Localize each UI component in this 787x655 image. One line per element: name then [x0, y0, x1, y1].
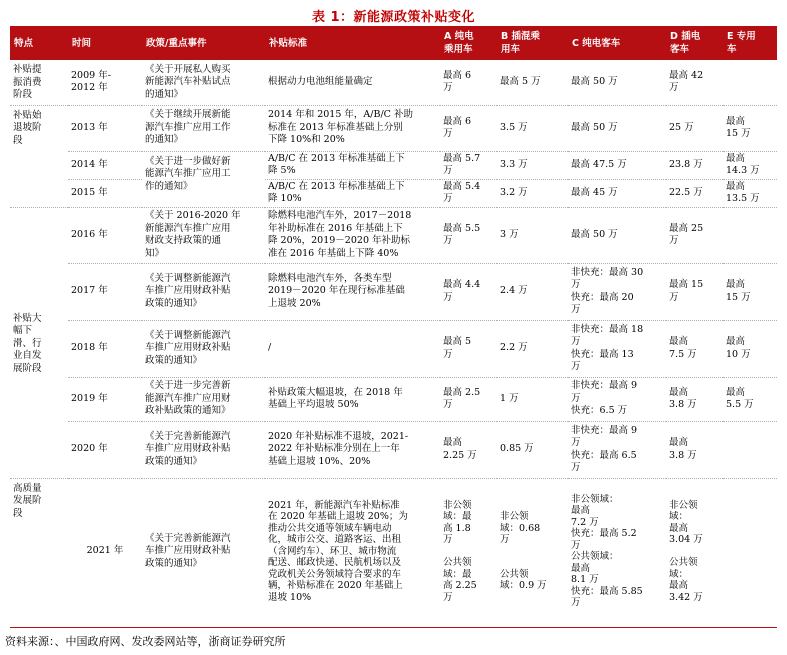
a-cell: 最高 5.5 万	[440, 207, 497, 263]
stage-cell: 补贴大 幅下 滑、行 业自发 展阶段	[10, 207, 68, 478]
d-cell: 最高 3.8 万	[666, 421, 723, 478]
table-row	[10, 60, 777, 105]
b-cell: 1 万	[497, 377, 568, 421]
d-cell: 最高 42 万	[669, 69, 704, 94]
policy-cell: 《关于继续开展新能 源汽车推广应用工作 的通知》	[142, 105, 265, 151]
policy-cell: 《关于进一步完善新 能源汽车推广应用财 政补贴政策的通知》	[142, 377, 265, 421]
b-cell: 3.3 万	[497, 151, 568, 179]
policy-table	[10, 26, 777, 628]
table-title: 表 1：新能源政策补贴变化	[311, 10, 476, 25]
a-cell: 最高 5 万	[440, 320, 497, 377]
d-cell: 22.5 万	[666, 179, 723, 207]
time-cell: 2016 年	[68, 207, 142, 263]
policy-cell: 《关于 2016-2020 年 新能源汽车推广应用 财政支持政策的通 知》	[142, 207, 265, 263]
b-cell: 3.2 万	[497, 179, 568, 207]
table-row	[10, 478, 777, 624]
standard-cell: A/B/C 在 2013 年标准基础上下 降 5%	[265, 151, 440, 179]
table-row	[10, 377, 777, 421]
header-d: D 插电 客车	[666, 26, 723, 60]
policy-cell: 《关于完善新能源汽 车推广应用财政补贴 政策的通知》	[142, 421, 265, 478]
c-cell: 最高 50 万	[568, 105, 666, 151]
time-cell: 2013 年	[68, 105, 142, 151]
header-row	[10, 26, 777, 60]
standard-cell: 根据动力电池组能量确定	[268, 76, 373, 87]
e-cell	[723, 207, 777, 263]
a-cell: 非公领 域：最 高 1.8 万 公共领 域：最 高 2.25 万	[440, 478, 497, 624]
c-cell: 非快充：最高 9 万 快充：最高 6.5 万	[568, 421, 666, 478]
d-cell: 非公领 域： 最高 3.04 万 公共领 域： 最高 3.42 万	[666, 478, 723, 624]
e-cell: 最高 15 万	[723, 263, 777, 320]
time-cell: 2009 年- 2012 年	[71, 69, 111, 94]
d-cell: 最高 25 万	[666, 207, 723, 263]
policy-cell: 《关于完善新能源汽 车推广应用财政补贴 政策的通知》	[142, 478, 265, 624]
e-cell: 最高 13.5 万	[723, 179, 777, 207]
header-time: 时间	[68, 26, 142, 60]
time-cell: 2014 年	[68, 151, 142, 179]
time-cell: 2015 年	[68, 179, 142, 207]
a-cell: 最高 2.25 万	[440, 421, 497, 478]
b-cell: 最高 5 万	[500, 76, 541, 87]
table-row	[10, 421, 777, 478]
c-cell: 非快充：最高 9 万 快充：6.5 万	[568, 377, 666, 421]
table-row	[10, 179, 777, 207]
table-row	[10, 105, 777, 151]
a-cell: 最高 2.5 万	[440, 377, 497, 421]
d-cell: 25 万	[666, 105, 723, 151]
e-cell	[723, 478, 777, 624]
c-cell: 非快充：最高 30 万 快充：最高 20 万	[568, 263, 666, 320]
e-cell: 最高 15 万	[723, 105, 777, 151]
table-row	[10, 263, 777, 320]
d-cell: 23.8 万	[666, 151, 723, 179]
table-row	[10, 320, 777, 377]
stage-cell: 高质量 发展阶 段	[10, 478, 68, 624]
d-cell: 最高 15 万	[666, 263, 723, 320]
e-cell: 最高 10 万	[723, 320, 777, 377]
b-cell: 3.5 万	[497, 105, 568, 151]
time-cell: 2018 年	[68, 320, 142, 377]
c-cell: 最高 50 万	[568, 207, 666, 263]
e-cell: 最高 5.5 万	[723, 377, 777, 421]
table-bottom-rule	[10, 627, 777, 628]
a-cell: 最高 6 万	[440, 105, 497, 151]
header-policy: 政策/重点事件	[142, 26, 265, 60]
time-cell: 2021 年	[68, 478, 142, 624]
policy-cell: 《关于调整新能源汽 车推广应用财政补贴 政策的通知》	[142, 320, 265, 377]
b-cell: 2.4 万	[497, 263, 568, 320]
standard-cell: 2021 年，新能源汽车补贴标准 在 2020 年基础上退坡 20%；为 推动公共交通等领域车辆电动 化，城市公交、道路客运、出租 （含网约车）、环卫、城市物流 配送、邮政快递、民航机场以及 党政机关公务领域符合要求的车 辆，补贴标准在 2020 年基础上 退坡 10%	[265, 478, 440, 624]
a-cell: 最高 4.4 万	[440, 263, 497, 320]
source-note: 资料来源：、中国政府网、发改委网站等，浙商证券研究所	[5, 635, 286, 648]
b-cell: 3 万	[497, 207, 568, 263]
d-cell: 最高 7.5 万	[666, 320, 723, 377]
header-a: A 纯电 乘用车	[440, 26, 497, 60]
header-c: C 纯电客车	[568, 26, 666, 60]
stage-cell: 补贴提 振消费 阶段	[13, 64, 42, 100]
c-cell: 非快充：最高 18 万 快充：最高 13 万	[568, 320, 666, 377]
policy-cell: 《关于进一步做好新 能源汽车推广应用工 作的通知》	[142, 151, 265, 207]
time-cell: 2017 年	[68, 263, 142, 320]
c-cell: 最高 47.5 万	[568, 151, 666, 179]
stage-cell: 补贴始 退坡阶 段	[10, 105, 68, 207]
d-cell: 最高 3.8 万	[666, 377, 723, 421]
standard-cell: 除燃料电池汽车外，各类车型 2019－2020 年在现行标准基础 上退坡 20%	[265, 263, 440, 320]
standard-cell: 2020 年补贴标准不退坡，2021- 2022 年补贴标准分别在上一年 基础上退坡 10%、20%	[265, 421, 440, 478]
header-b: B 插混乘 用车	[497, 26, 568, 60]
a-cell: 最高 5.7 万	[440, 151, 497, 179]
standard-cell: A/B/C 在 2013 年标准基础上下 降 10%	[265, 179, 440, 207]
c-cell: 最高 45 万	[568, 179, 666, 207]
policy-cell: 《关于开展私人购买 新能源汽车补贴试点 的通知》	[145, 63, 231, 100]
e-cell	[723, 421, 777, 478]
header-standard: 补贴标准	[265, 26, 440, 60]
e-cell	[723, 60, 777, 105]
b-cell: 非公领 域：0.68 万 公共领 域：0.9 万	[497, 478, 568, 624]
policy-cell: 《关于调整新能源汽 车推广应用财政补贴 政策的通知》	[142, 263, 265, 320]
a-cell: 最高 5.4 万	[440, 179, 497, 207]
standard-cell: 除燃料电池汽车外，2017－2018 年补助标准在 2016 年基础上下 降 20%，2019－2020 年补助标 准在 2016 年基础上下降 40%	[265, 207, 440, 263]
table-row	[10, 207, 777, 263]
time-cell: 2019 年	[68, 377, 142, 421]
e-cell: 最高 14.3 万	[723, 151, 777, 179]
c-cell: 最高 50 万	[571, 76, 618, 87]
standard-cell: 2014 年和 2015 年，A/B/C 补助 标准在 2013 年标准基础上分别 下降 10%和 20%	[265, 105, 440, 151]
table-row	[10, 151, 777, 179]
header-e: E 专用 车	[723, 26, 777, 60]
b-cell: 0.85 万	[497, 421, 568, 478]
b-cell: 2.2 万	[497, 320, 568, 377]
c-cell: 非公领域： 最高 7.2 万 快充：最高 5.2 万 公共领域： 最高 8.1 万 快充：最高 5.85 万	[568, 478, 666, 624]
standard-cell: 补贴政策大幅退坡，在 2018 年 基础上平均退坡 50%	[265, 377, 440, 421]
time-cell: 2020 年	[68, 421, 142, 478]
a-cell: 最高 6 万	[443, 69, 472, 94]
standard-cell: /	[265, 320, 440, 377]
header-stage: 特点	[10, 26, 68, 60]
